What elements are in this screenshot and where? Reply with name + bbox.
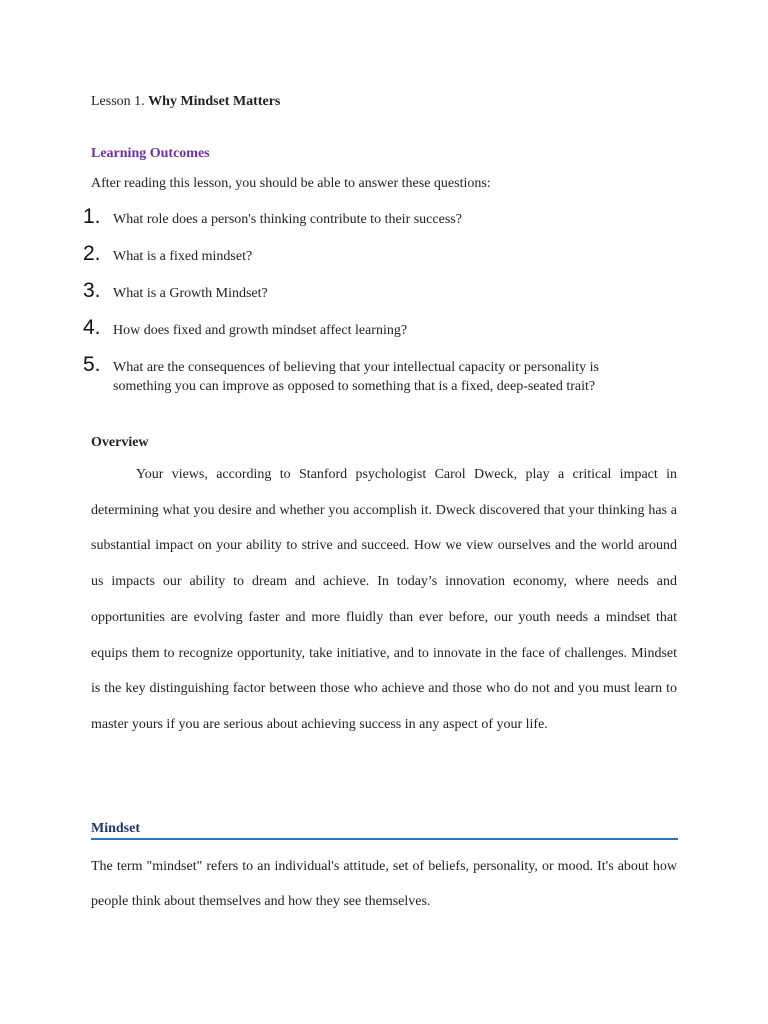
list-text: What is a Growth Mindset? xyxy=(113,286,268,301)
lesson-name: Why Mindset Matters xyxy=(148,94,281,109)
learning-outcomes-intro: After reading this lesson, you should be able to answer these questions: xyxy=(91,176,491,191)
list-text: What role does a person's thinking contribute to their success? xyxy=(113,212,462,227)
list-text: How does fixed and growth mindset affect learning? xyxy=(113,323,408,338)
learning-outcomes-heading: Learning Outcomes xyxy=(91,146,210,161)
overview-heading: Overview xyxy=(91,435,149,450)
heading-underline xyxy=(91,838,678,840)
lesson-title xyxy=(91,93,280,111)
list-number: 5. xyxy=(83,353,101,376)
list-text: What are the consequences of believing that your intellectual capacity or personality is something you can improve as opposed to something that is a fixed, deep-seated trait? xyxy=(113,360,599,394)
list-number: 2. xyxy=(83,242,101,265)
mindset-heading: Mindset xyxy=(91,821,140,836)
list-number: 4. xyxy=(83,316,101,339)
mindset-paragraph: The term "mindset" refers to an individual's attitude, set of beliefs, personality, or mood. It's about how people think about themselves and how they see themselves. xyxy=(91,859,677,909)
list-number: 3. xyxy=(83,279,101,302)
list-number: 1. xyxy=(83,205,101,228)
list-text: What is a fixed mindset? xyxy=(113,249,253,264)
overview-paragraph: Your views, according to Stanford psychologist Carol Dweck, play a critical impact in determining what you desire and whether you accomplish it. Dweck discovered that your thinking has a substantial impact on your ability to strive and succeed. How we view ourselves and the world around us impacts our ability to dream and achieve. In today’s innovation economy, where needs and opportunities are evolving faster and more fluidly than ever before, our youth needs a mindset that equips them to recognize opportunity, take initiative, and to innovate in the face of challenges. Mindset is the key distinguishing factor between those who achieve and those who do not and you must learn to master yours if you are serious about achieving success in any aspect of your life. xyxy=(91,467,677,732)
lesson-number: Lesson 1. xyxy=(91,94,149,109)
